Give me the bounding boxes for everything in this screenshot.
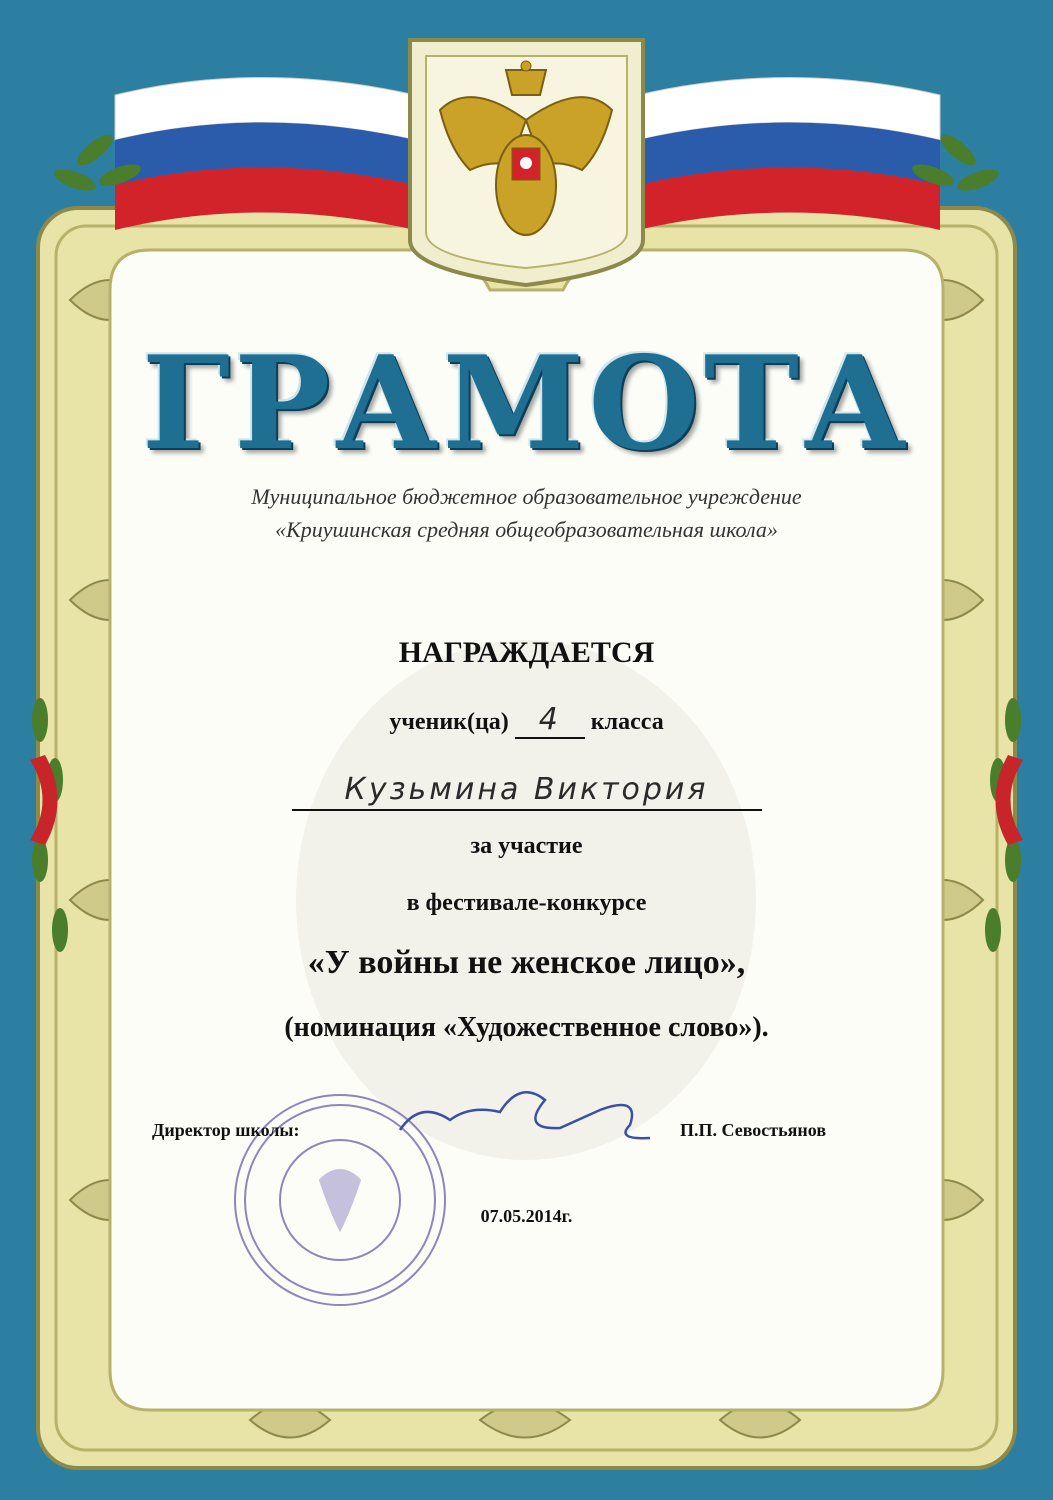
certificate-title: ГРАМОТА: [141, 329, 912, 479]
student-prefix: ученик(ца): [389, 709, 509, 735]
nomination-text: (номинация «Художественное слово»).: [284, 1012, 769, 1043]
event-name-text: «У войны не женское лицо»,: [307, 944, 746, 981]
student-grade-line: [0, 702, 1053, 739]
event-type-text: в фестивале-конкурсе: [406, 890, 647, 916]
director-name: П.П. Севостьянов: [680, 1120, 827, 1140]
director-label: Директор школы:: [152, 1120, 300, 1140]
institution-line-1: Муниципальное бюджетное образовательное учреждение: [251, 484, 802, 509]
institution-line-2: «Криушинская средняя общеобразовательная школа»: [275, 517, 778, 542]
grade-value: 4: [515, 702, 585, 739]
coat-of-arms-icon: [410, 40, 643, 285]
participation-text: за участие: [470, 833, 583, 859]
awarded-heading: НАГРАЖДАЕТСЯ: [398, 636, 655, 669]
certificate-title-container: [0, 329, 1053, 479]
student-suffix: класса: [590, 709, 664, 735]
award-date: 07.05.2014г.: [480, 1206, 573, 1226]
student-name: Кузьмина Виктория: [292, 772, 762, 811]
student-name-line: [0, 772, 1053, 811]
